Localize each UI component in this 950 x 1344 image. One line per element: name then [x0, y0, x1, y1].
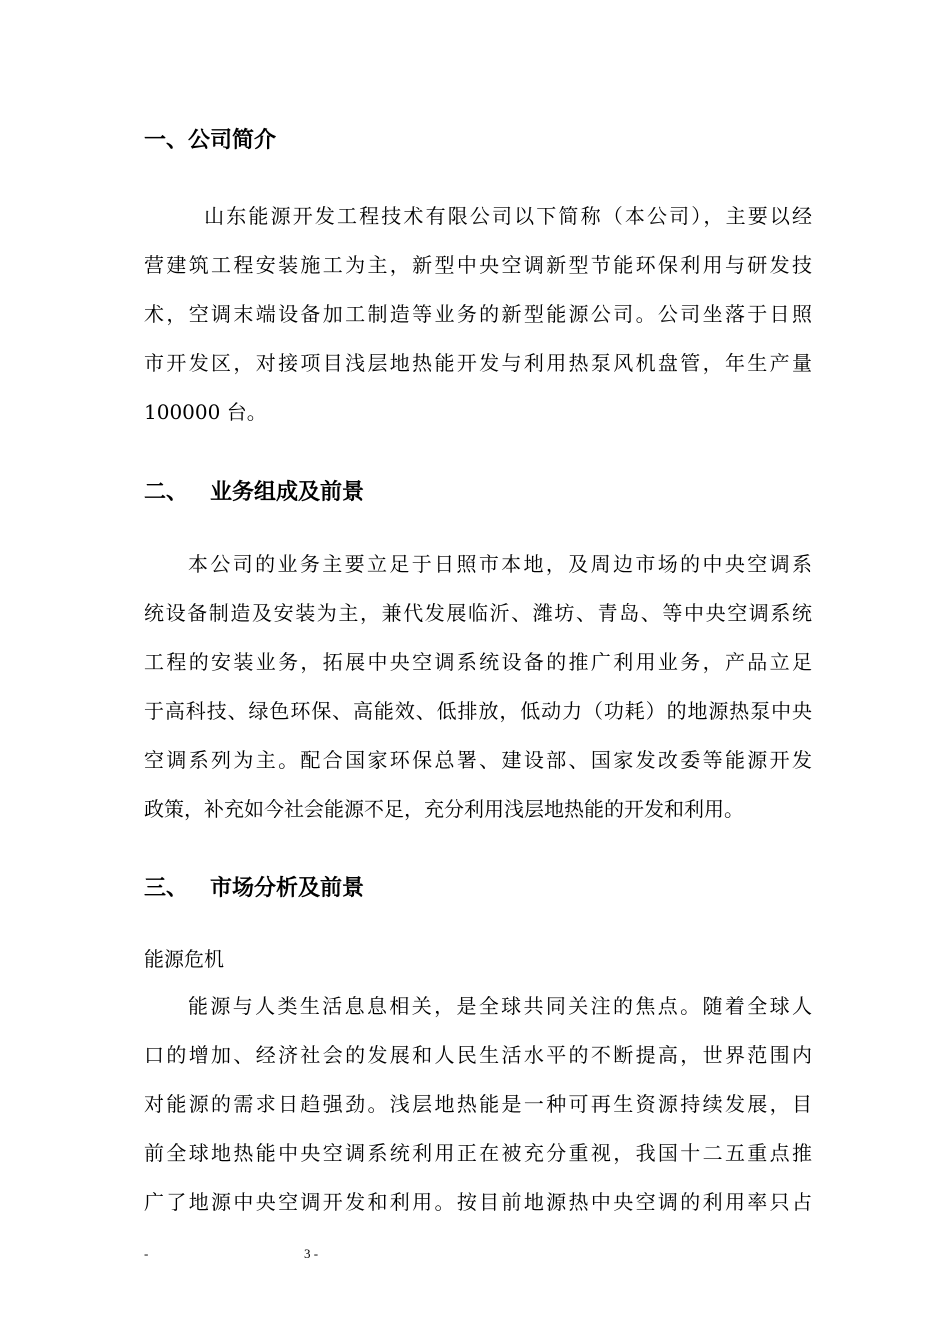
subheading-energy-crisis: 能源危机 [144, 947, 224, 971]
paragraph-line: 营建筑工程安装施工为主，新型中央空调新型节能环保利用与研发技 [144, 253, 812, 277]
business-paragraph [144, 540, 812, 834]
paragraph-line: 本公司的业务主要立足于日照市本地，及周边市场的中央空调系 [188, 552, 812, 576]
paragraph-line: 统设备制造及安装为主，兼代发展临沂、潍坊、青岛、等中央空调系统 [144, 601, 812, 625]
paragraph-line: 空调系列为主。配合国家环保总署、建设部、国家发改委等能源开发 [144, 748, 812, 772]
paragraph-line: 前全球地热能中央空调系统利用正在被充分重视，我国十二五重点推 [144, 1141, 812, 1165]
paragraph-line: 能源与人类生活息息相关，是全球共同关注的焦点。随着全球人 [188, 994, 812, 1018]
paragraph-line: 广了地源中央空调开发和利用。按目前地源热中央空调的利用率只占 [144, 1190, 812, 1214]
section-heading-company-profile [144, 126, 276, 156]
paragraph-line: 对能源的需求日趋强劲。浅层地热能是一种可再生资源持续发展，目 [144, 1092, 812, 1116]
company-profile-paragraph [144, 192, 812, 437]
section-number: 三、 [144, 876, 189, 901]
section-title: 业务组成及前景 [210, 480, 365, 505]
section-title: 市场分析及前景 [210, 876, 365, 901]
section-title: 公司简介 [188, 128, 277, 153]
paragraph-line: 山东能源开发工程技术有限公司以下简称（本公司），主要以经 [182, 204, 812, 228]
section-number: 二、 [144, 480, 189, 505]
energy-crisis-paragraph [144, 982, 812, 1227]
paragraph-line: 于高科技、绿色环保、高能效、低排放，低动力（功耗）的地源热泵中央 [144, 699, 812, 723]
section-heading-business [144, 478, 364, 508]
section-heading-market [144, 874, 364, 904]
paragraph-line: 术，空调末端设备加工制造等业务的新型能源公司。公司坐落于日照 [144, 302, 812, 326]
paragraph-line: 口的增加、经济社会的发展和人民生活水平的不断提高，世界范围内 [144, 1043, 812, 1067]
footer-dash: - [144, 1246, 149, 1261]
paragraph-line: 工程的安装业务，拓展中央空调系统设备的推广利用业务，产品立足 [144, 650, 812, 674]
paragraph-line: 市开发区，对接项目浅层地热能开发与利用热泵风机盘管，年生产量 [144, 351, 812, 375]
section-number: 一、 [144, 128, 189, 153]
page-number: 3 - [304, 1246, 319, 1261]
paragraph-line: 政策，补充如今社会能源不足，充分利用浅层地热能的开发和利用。 [144, 797, 744, 821]
paragraph-line: 100000 台。 [144, 400, 267, 424]
